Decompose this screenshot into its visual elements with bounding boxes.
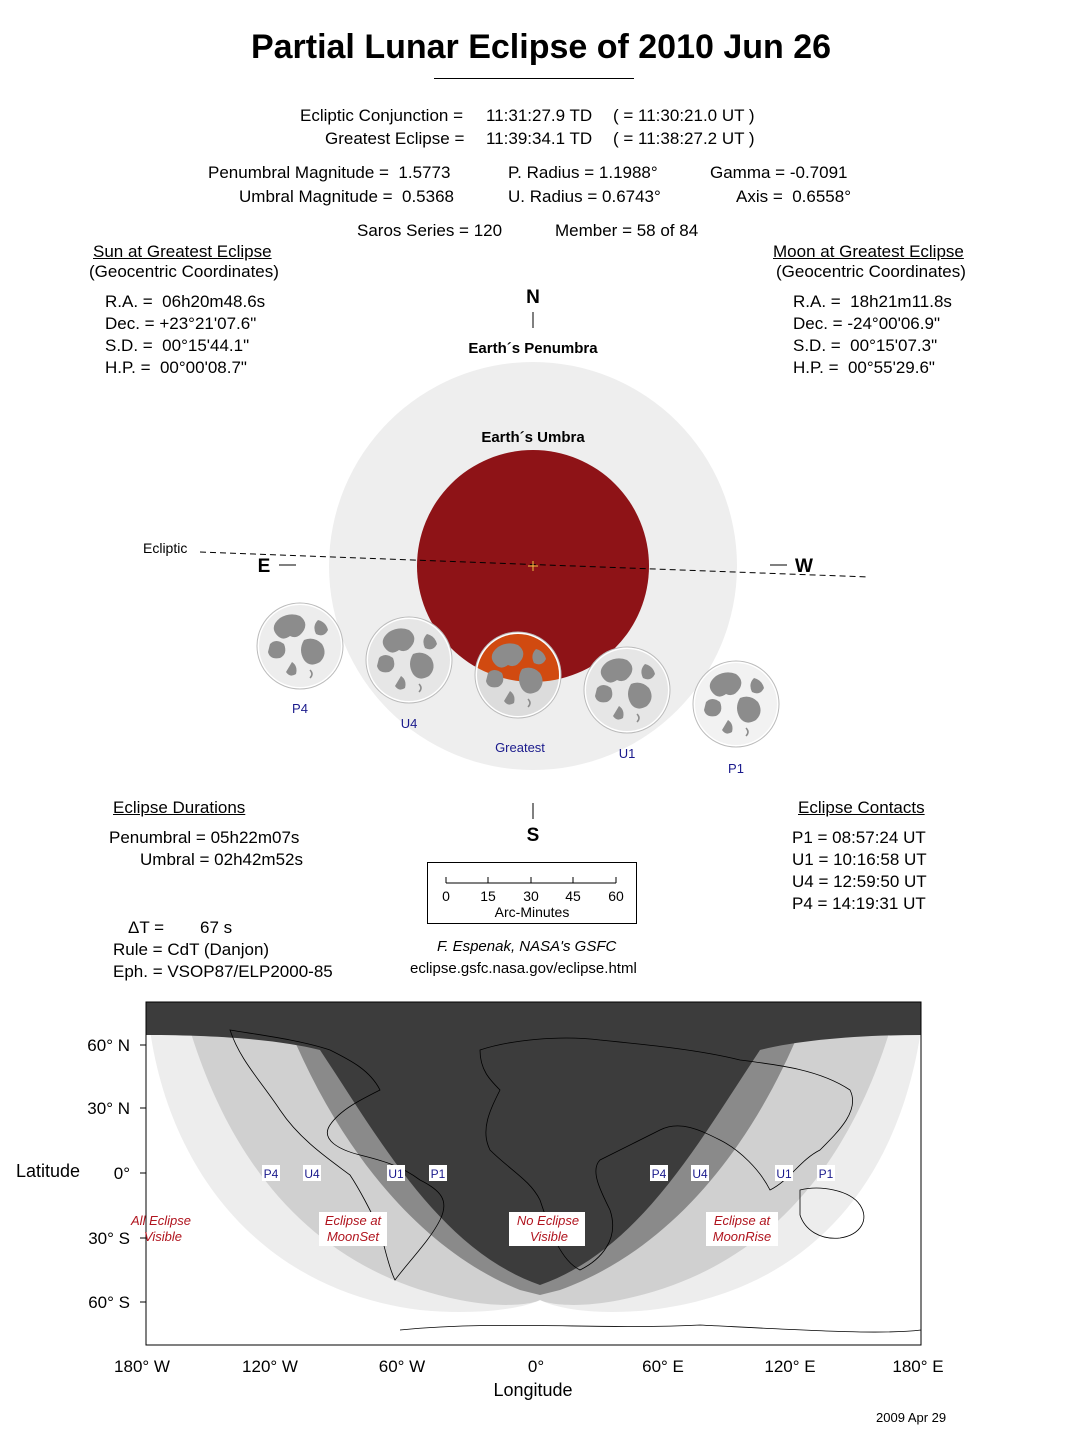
- latitude-axis-label: Latitude: [16, 1161, 81, 1181]
- lon-label-120w: 120° W: [242, 1357, 298, 1376]
- moon-greatest: [475, 632, 561, 718]
- contact-p4: P4 = 14:19:31 UT: [792, 894, 926, 913]
- moon-label-p4: P4: [292, 701, 308, 716]
- svg-text:U1: U1: [388, 1167, 404, 1181]
- lon-label-120e: 120° E: [764, 1357, 816, 1376]
- arc-minute-scale: [427, 862, 637, 924]
- svg-text:U1: U1: [776, 1167, 792, 1181]
- zone-label-no-eclipse: [509, 1212, 585, 1246]
- greatest-eclipse-value: 11:39:34.1 TD: [486, 129, 593, 148]
- penumbra-label: Earth´s Penumbra: [468, 340, 598, 357]
- moon-subheader: (Geocentric Coordinates): [776, 262, 966, 281]
- moon-dec: Dec. = -24°00'06.9": [793, 314, 940, 333]
- umbral-duration: Umbral = 02h42m52s: [140, 850, 304, 869]
- contact-p1: P1 = 08:57:24 UT: [792, 828, 926, 847]
- axis-value: Axis = 0.6558°: [736, 187, 852, 206]
- lat-label-60n: 60° N: [87, 1036, 130, 1055]
- zone-label-moonset: [319, 1212, 387, 1246]
- greatest-eclipse-label: Greatest Eclipse =: [325, 129, 465, 148]
- lon-label-60e: 60° E: [642, 1357, 684, 1376]
- svg-text:P1: P1: [818, 1167, 834, 1181]
- penumbra-radius: P. Radius = 1.1988°: [508, 163, 658, 182]
- lat-label-30s: 30° S: [88, 1229, 130, 1248]
- sun-hp: H.P. = 00°00'08.7": [105, 358, 247, 377]
- conjunction-label: Ecliptic Conjunction =: [300, 106, 464, 125]
- conjunction-ut: ( = 11:30:21.0 UT ): [613, 106, 755, 125]
- umbra-label: Earth´s Umbra: [481, 429, 585, 446]
- contacts-header: Eclipse Contacts: [798, 798, 925, 817]
- gamma-value: Gamma = -0.7091: [710, 163, 848, 182]
- website: eclipse.gsfc.nasa.gov/eclipse.html: [410, 960, 637, 977]
- danjon-rule: Rule = CdT (Danjon): [113, 940, 270, 959]
- lon-label-180w: 180° W: [114, 1357, 170, 1376]
- scale-tick-45: 45: [565, 888, 581, 904]
- svg-text:P4: P4: [651, 1167, 667, 1181]
- svg-text:MoonRise: MoonRise: [712, 1229, 772, 1244]
- longitude-axis-label: Longitude: [493, 1380, 573, 1400]
- svg-text:P4: P4: [263, 1167, 279, 1181]
- scale-tick-30: 30: [523, 888, 539, 904]
- moon-hp: H.P. = 00°55'29.6": [793, 358, 935, 377]
- delta-t-label: ΔT =: [128, 918, 165, 937]
- scale-tick-15: 15: [480, 888, 496, 904]
- zone-label-moonrise: [706, 1212, 778, 1246]
- sun-ra: R.A. = 06h20m48.6s: [105, 292, 266, 311]
- page-title: Partial Lunar Eclipse of 2010 Jun 26: [250, 28, 832, 66]
- visibility-map: [0, 990, 1082, 1446]
- moon-label-greatest: Greatest: [495, 740, 545, 755]
- scale-tick-60: 60: [608, 888, 624, 904]
- svg-text:Visible: Visible: [143, 1229, 183, 1244]
- ecliptic-label: Ecliptic: [143, 540, 188, 556]
- durations-header: Eclipse Durations: [113, 798, 246, 817]
- south-label: S: [526, 825, 540, 846]
- moon-p4: [257, 603, 343, 689]
- lat-label-30n: 30° N: [87, 1099, 130, 1118]
- credit: F. Espenak, NASA's GSFC: [437, 938, 617, 955]
- lon-label-180e: 180° E: [892, 1357, 944, 1376]
- zone-label-all-eclipse: [130, 1213, 191, 1244]
- moon-header: Moon at Greatest Eclipse: [773, 242, 964, 261]
- revision-date: 2009 Apr 29: [876, 1410, 947, 1425]
- lat-label-60s: 60° S: [88, 1293, 130, 1312]
- svg-text:Visible: Visible: [529, 1229, 569, 1244]
- scale-label: Arc-Minutes: [494, 904, 570, 920]
- west-label: W: [795, 556, 813, 577]
- sun-subheader: (Geocentric Coordinates): [89, 262, 279, 281]
- moon-sd: S.D. = 00°15'07.3": [793, 336, 938, 355]
- contact-u1: U1 = 10:16:58 UT: [792, 850, 927, 869]
- penumbral-magnitude: Penumbral Magnitude = 1.5773: [208, 163, 451, 182]
- latitude-ticks: [140, 1045, 146, 1302]
- delta-t-value: 67 s: [200, 918, 233, 937]
- svg-text:All Eclipse: All Eclipse: [131, 1213, 191, 1228]
- north-label: N: [526, 287, 540, 308]
- scale-tick-0: 0: [442, 888, 450, 904]
- sun-sd: S.D. = 00°15'44.1": [105, 336, 250, 355]
- moon-ra: R.A. = 18h21m11.8s: [793, 292, 952, 311]
- lon-label-60w: 60° W: [378, 1357, 426, 1376]
- svg-text:MoonSet: MoonSet: [326, 1229, 380, 1244]
- svg-text:P1: P1: [430, 1167, 446, 1181]
- svg-text:Eclipse at: Eclipse at: [713, 1213, 771, 1228]
- lat-label-0: 0°: [113, 1164, 130, 1183]
- moon-u1: [584, 647, 670, 733]
- moon-label-p1: P1: [728, 761, 744, 776]
- conjunction-value: 11:31:27.9 TD: [486, 106, 593, 125]
- svg-text:U4: U4: [692, 1167, 708, 1181]
- lon-label-0: 0°: [527, 1357, 545, 1376]
- ephemeris: Eph. = VSOP87/ELP2000-85: [113, 962, 333, 981]
- umbral-magnitude: Umbral Magnitude = 0.5368: [239, 187, 454, 206]
- penumbral-duration: Penumbral = 05h22m07s: [109, 828, 300, 847]
- saros-series: Saros Series = 120: [357, 221, 503, 240]
- svg-text:No Eclipse: No Eclipse: [516, 1213, 580, 1228]
- sun-dec: Dec. = +23°21'07.6": [105, 314, 257, 333]
- svg-text:Eclipse at: Eclipse at: [324, 1213, 382, 1228]
- moon-u4: [366, 617, 452, 703]
- greatest-eclipse-ut: ( = 11:38:27.2 UT ): [613, 129, 755, 148]
- saros-member: Member = 58 of 84: [555, 221, 699, 240]
- svg-text:U4: U4: [304, 1167, 320, 1181]
- contact-u4: U4 = 12:59:50 UT: [792, 872, 927, 891]
- east-label: E: [257, 556, 271, 577]
- umbra-radius: U. Radius = 0.6743°: [508, 187, 661, 206]
- moon-p1: [693, 661, 779, 747]
- moon-label-u1: U1: [618, 746, 636, 761]
- sun-header: Sun at Greatest Eclipse: [93, 242, 272, 261]
- moon-label-u4: U4: [400, 716, 418, 731]
